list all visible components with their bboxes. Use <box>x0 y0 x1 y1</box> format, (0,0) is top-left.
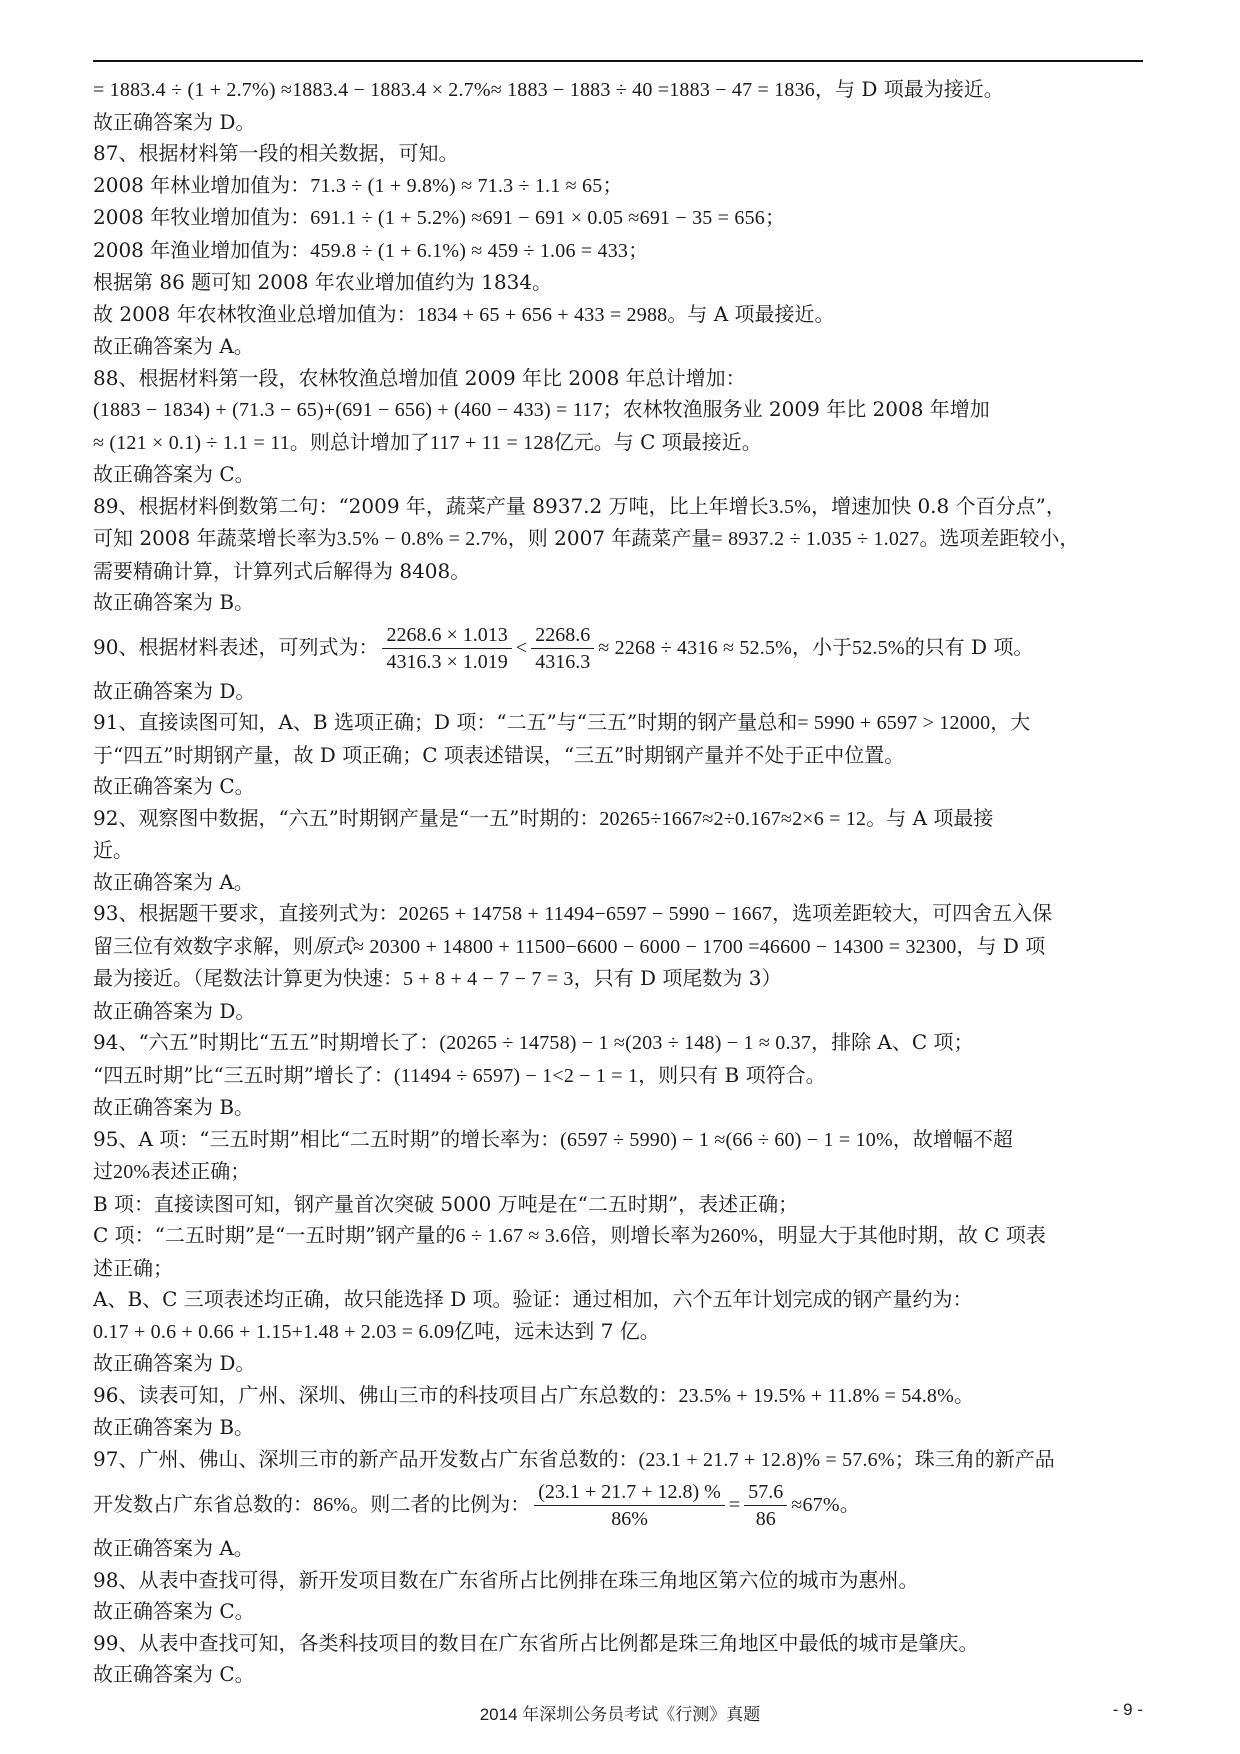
fraction: $\frac{2268.6 \times 1.013}{4316.3 \times 1.019}$ <box>382 622 511 675</box>
text-line: B 项：直接读图可知，钢产量首次突破 5000 万吨是在“二五时期”，表述正确； <box>93 1191 799 1216</box>
text-line: 根据第 86 题可知 2008 年农业增加值约为 1834。 <box>93 270 553 294</box>
text-line: ≈ (121 × 0.1) ÷ 1.1 = 11。则总计增加了117 + 11 = 128亿元。与 C 项最接近。 <box>93 429 762 454</box>
answer-line: 故正确答案为 B。 <box>93 1095 255 1119</box>
text-line: = 1883.4 ÷ (1 + 2.7%) ≈1883.4 − 1883.4 × 2.7%≈ 1883 − 1883 ÷ 40 =1883 − 47 = 1836，与 D 项最为接近。 <box>93 77 1004 101</box>
text-line: 2008 年林业增加值为：71.3 ÷ (1 + 9.8%) ≈ 71.3 ÷ 1.1 ≈ 65； <box>93 172 623 197</box>
question-94: 94、“六五”时期比“五五”时期增长了：(20265 ÷ 14758) − 1 ≈(203 ÷ 148) − 1 ≈ 0.37，排除 A、C 项； <box>93 1030 974 1054</box>
text-line: 可知 2008 年蔬菜增长率为3.5% − 0.8% = 2.7%，则 2007 年蔬菜产量= 8937.2 ÷ 1.035 ÷ 1.027。选项差距较小， <box>93 526 1080 550</box>
fraction: $\frac{57.6}{86}$ <box>744 1479 787 1532</box>
question-92: 92、观察图中数据，“六五”时期钢产量是“一五”时期的：20265÷1667≈2÷0.167≈2×6 = 12。与 A 项最接 <box>93 805 994 830</box>
text-line: A、B、C 三项表述均正确，故只能选择 D 项。验证：通过相加，六个五年计划完成的钢产量约为： <box>93 1287 973 1311</box>
text-line: C 项：“二五时期”是“一五时期”钢产量的6 ÷ 1.67 ≈ 3.6倍，则增长率为260%，明显大于其他时期，故 C 项表 <box>93 1223 1046 1247</box>
answer-line: 故正确答案为 A。 <box>93 869 254 894</box>
text-line: 2008 年渔业增加值为：459.8 ÷ (1 + 6.1%) ≈ 459 ÷ 1.06 = 433； <box>93 237 649 262</box>
answer-line: 故正确答案为 D。 <box>93 109 256 134</box>
text-line: 需要精确计算，计算列式后解得为 8408。 <box>93 558 471 583</box>
text-line: 2008 年牧业增加值为：691.1 ÷ (1 + 5.2%) ≈691 − 691 × 0.05 ≈691 − 35 = 656； <box>93 205 785 229</box>
answer-line: 故正确答案为 D。 <box>93 1351 256 1375</box>
footer-title: 2014 年深圳公务员考试《行测》真题 <box>479 1705 761 1724</box>
question-93: 93、根据题干要求，直接列式为：20265 + 14758 + 11494−6597 − 5990 − 1667，选项差距较大，可四舍五入保 <box>93 901 1053 925</box>
answer-line: 故正确答案为 A。 <box>93 334 254 358</box>
text-line: 最为接近。（尾数法计算更为快速：5 + 8 + 4 − 7 − 7 = 3，只有 D 项尾数为 3） <box>93 966 782 990</box>
header-rule <box>93 60 1143 62</box>
text-line: 近。 <box>93 838 133 862</box>
text-line: “四五时期”比“三五时期”增长了：(11494 ÷ 6597) − 1<2 − 1 = 1，则只有 B 项符合。 <box>93 1062 826 1087</box>
answer-line: 故正确答案为 B。 <box>93 1415 255 1439</box>
page-number: - 9 - <box>1112 1700 1143 1719</box>
answer-line: 故正确答案为 D。 <box>93 678 256 703</box>
answer-line: 故正确答案为 C。 <box>93 462 255 486</box>
text-line: (1883 − 1834) + (71.3 − 65)+(691 − 656) + (460 − 433) = 117；农林牧渔服务业 2009 年比 2008 年增加 <box>93 397 990 421</box>
question-95: 95、A 项：“三五时期”相比“二五时期”的增长率为：(6597 ÷ 5990) − 1 ≈(66 ÷ 60) − 1 = 10%，故增幅不超 <box>93 1126 1013 1151</box>
text-line: 于“四五”时期钢产量，故 D 项正确；C 项表述错误，“三五”时期钢产量并不处于正中位置。 <box>93 742 905 767</box>
answer-line: 故正确答案为 C。 <box>93 1599 255 1623</box>
answer-line: 故正确答案为 C。 <box>93 1662 255 1686</box>
text-line: 述正确； <box>93 1255 173 1280</box>
answer-line: 故正确答案为 D。 <box>93 998 256 1023</box>
text-line: 0.17 + 0.6 + 0.66 + 1.15+1.48 + 2.03 = 6.09亿吨，远未达到 7 亿。 <box>93 1318 660 1343</box>
question-99: 99、从表中查找可知，各类科技项目的数目在广东省所占比例都是珠三角地区中最低的城市是肇庆。 <box>93 1630 979 1655</box>
question-97: 97、广州、佛山、深圳三市的新产品开发数占广东省总数的：(23.1 + 21.7 + 12.8)% = 57.6%；珠三角的新产品 <box>93 1446 1055 1471</box>
answer-explanations <box>93 74 1145 1691</box>
question-96: 96、读表可知，广州、深圳、佛山三市的科技项目占广东总数的：23.5% + 19.5% + 11.8% = 54.8%。 <box>93 1382 974 1407</box>
answer-line: 故正确答案为 C。 <box>93 774 255 798</box>
fraction: $\frac{(23.1 + 21.7 + 12.8) \%}{86\%}$ <box>534 1479 725 1532</box>
question-98: 98、从表中查找可得，新开发项目数在广东省所占比例排在珠三角地区第六位的城市为惠州。 <box>93 1567 919 1592</box>
question-91: 91、直接读图可知，A、B 选项正确；D 项：“二五”与“三五”时期的钢产量总和= 5990 + 6597 > 12000，大 <box>93 710 1031 734</box>
text-line: 开发数占广东省总数的：86%。则二者的比例为： $\frac{(23.1 + 21.7 + 12.8) \%}{86\%}$ = $\frac{57.6}{86}$ ≈67%。 <box>93 1481 860 1530</box>
answer-line: 故正确答案为 B。 <box>93 590 255 614</box>
question-89: 89、根据材料倒数第二句：“2009 年，蔬菜产量 8937.2 万吨，比上年增长3.5%，增速加快 0.8 个百分点”， <box>93 493 1066 518</box>
text-line: 过20%表述正确； <box>93 1159 251 1183</box>
text-line: 故 2008 年农林牧渔业总增加值为：1834 + 65 + 656 + 433 = 2988。与 A 项最接近。 <box>93 301 835 326</box>
question-88: 88、根据材料第一段，农林牧渔总增加值 2009 年比 2008 年总计增加： <box>93 365 746 390</box>
question-87: 87、根据材料第一段的相关数据，可知。 <box>93 141 459 165</box>
fraction: $\frac{2268.6}{4316.3}$ <box>531 622 594 675</box>
text-line: 留三位有效数字求解，则原式≈ 20300 + 14800 + 11500−6600 − 6000 − 1700 =46600 − 14300 = 32300，与 D 项 <box>93 933 1046 958</box>
question-90: 90、根据材料表述，可列式为： $\frac{2268.6 \times 1.013}{4316.3 \times 1.019}$ < $\frac{2268.6}{4316.3}$ ≈ 2268 ÷ 4316 ≈ 52.5%，小于52.5%的只有 D 项。 <box>93 623 1034 673</box>
answer-line: 故正确答案为 A。 <box>93 1536 254 1560</box>
